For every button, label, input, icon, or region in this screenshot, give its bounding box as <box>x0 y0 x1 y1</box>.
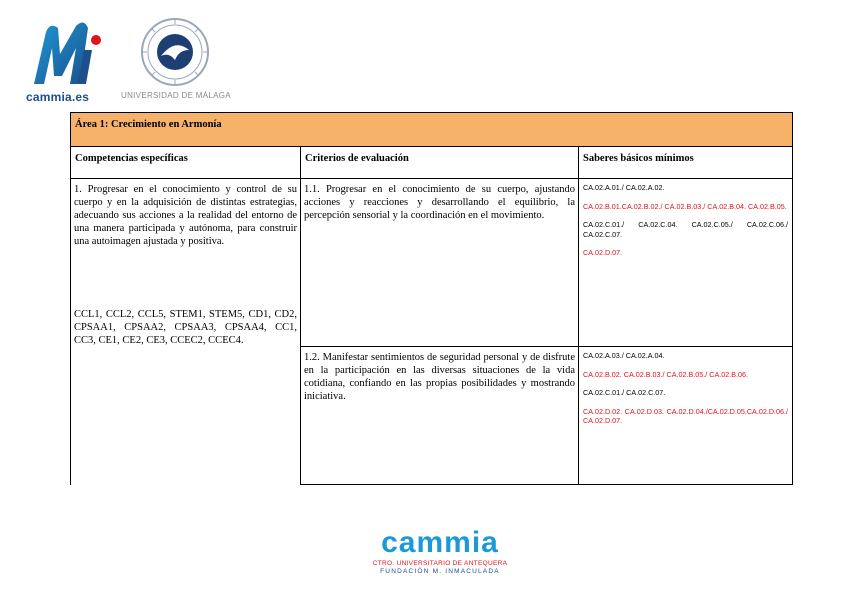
cammia-logo-mark <box>26 14 108 90</box>
header-saberes: Saberes básicos mínimos <box>579 147 793 179</box>
university-seal-icon <box>135 16 215 88</box>
header-row <box>71 147 793 179</box>
area-row <box>71 113 793 147</box>
cammia-logo <box>26 14 108 104</box>
competence-cell <box>71 179 301 485</box>
footer-brand: cammia <box>381 526 499 559</box>
saberes-line: CA.02.A.01./ CA.02.A.02. <box>583 183 665 192</box>
key-competences: CCL1, CCL2, CCL5, STEM1, STEM5, CD1, CD2, CPSAA1, CPSAA2, CPSAA3, CPSAA4, CC1, CC3, CE1, CE2, CE3, CCEC2, CCEC4. <box>74 309 297 346</box>
header-competencias: Competencias específicas <box>71 147 301 179</box>
criterion-cell: 1.1. Progresar en el conocimiento de su cuerpo, ajustando acciones y reacciones y desarrollando el equilibrio, la percepción sensorial y la coordinación en el movimiento. <box>301 179 579 347</box>
footer-logo <box>355 528 525 588</box>
saberes-line: CA.02.C.01./ CA.02.C.07. <box>583 388 666 397</box>
footer-line-1: CTRO. UNIVERSITARIO DE ANTEQUERA <box>372 560 508 567</box>
competence-text: 1. Progresar en el conocimiento y control de su cuerpo y en la adquisición de distintas estrategias, adecuando sus acciones a la realidad del entorno de una manera participada y autónoma, para construir una autoimagen ajustada y positiva. <box>74 184 297 247</box>
university-caption: UNIVERSIDAD DE MÁLAGA <box>121 91 231 100</box>
saberes-line: CA.02.B.02. CA.02.B.03./ CA.02.B.05./ CA.02.B.06. <box>583 369 749 379</box>
saberes-line: CA.02.D.07. <box>583 248 623 257</box>
criterion-cell: 1.2. Manifestar sentimientos de seguridad personal y de disfrute en la participación en las diversas situaciones de la vida cotidiana, confiando en las propias posibilidades y mostrando iniciativa. <box>301 347 579 485</box>
table-row <box>71 179 793 347</box>
saberes-line: CA.02.B.01.CA.02.B.02./ CA.02.B.03./ CA.02.B.04. CA.02.B.05. <box>583 201 787 211</box>
footer-line-2: FUNDACIÓN M. INMACULADA <box>380 568 500 575</box>
curriculum-table <box>70 112 793 485</box>
area-title: Área 1: Crecimiento en Armonía <box>71 113 793 147</box>
university-seal <box>121 16 233 104</box>
header-criterios: Criterios de evaluación <box>301 147 579 179</box>
saberes-cell <box>579 179 793 347</box>
saberes-line: CA.02.C.01./ CA.02.C.04. CA.02.C.05./ CA.02.C.06./ CA.02.C.07. <box>583 220 789 239</box>
saberes-cell <box>579 347 793 485</box>
saberes-line: CA.02.A.03./ CA.02.A.04. <box>583 351 665 360</box>
saberes-line: CA.02.D.02. CA.02.D.03. CA.02.D.04./CA.02.D.05.CA.02.D.06./ CA.02.D.07. <box>583 406 789 425</box>
cammia-logo-text: cammia.es <box>26 90 90 104</box>
